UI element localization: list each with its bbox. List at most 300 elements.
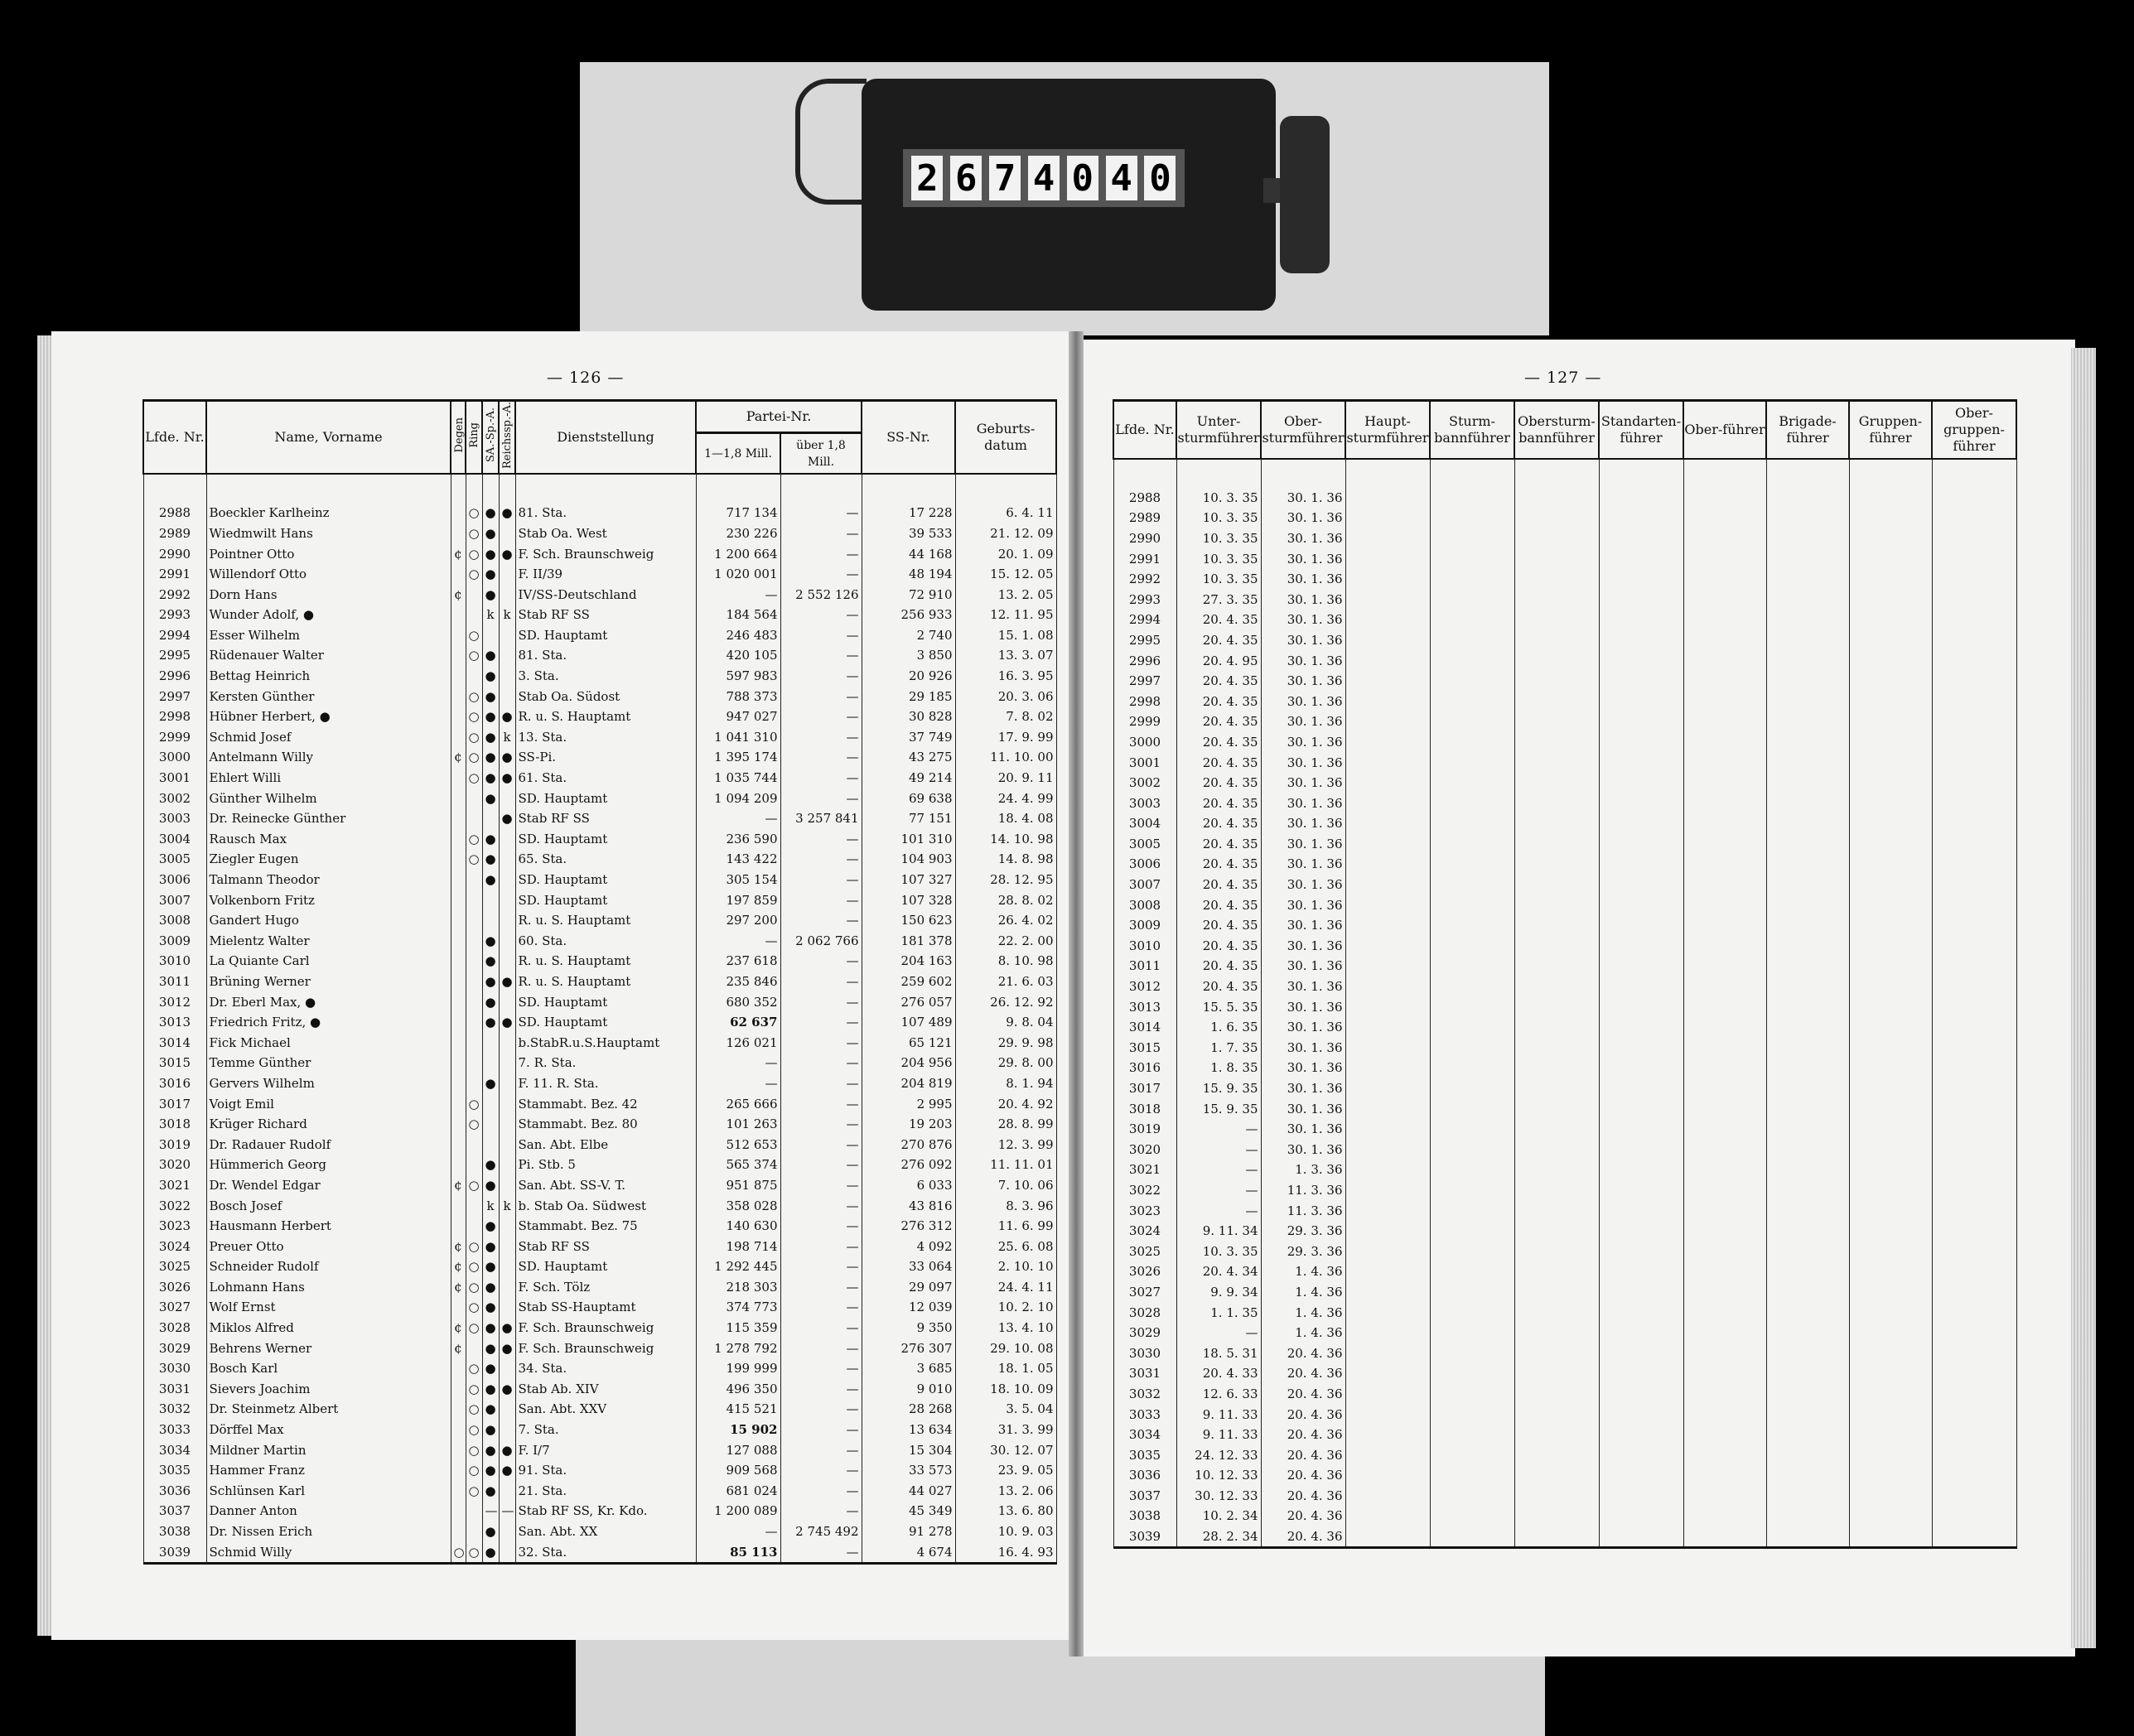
dienststellung-cell: 7. Sta.	[515, 1420, 696, 1440]
table-row	[143, 1318, 1056, 1338]
obersturmfuehrer-date: 30. 1. 36	[1261, 875, 1345, 895]
empty-rank-cell	[1766, 895, 1849, 915]
dienststellung-cell: IV/SS-Deutschland	[515, 584, 696, 605]
ring-mark	[466, 666, 482, 687]
sa-sp-mark	[482, 625, 499, 646]
empty-rank-cell	[1345, 650, 1430, 671]
row-number: 3032	[1113, 1384, 1176, 1405]
untersturmfuehrer-date: 10. 12. 33	[1176, 1465, 1261, 1486]
empty-rank-cell	[1932, 813, 2016, 834]
dienststellung-cell: Stab Oa. West	[515, 523, 696, 544]
obersturmfuehrer-date: 30. 1. 36	[1261, 569, 1345, 590]
geburtsdatum-cell: 29. 10. 08	[955, 1338, 1056, 1358]
empty-rank-cell	[1430, 1058, 1514, 1078]
empty-rank-cell	[1766, 752, 1849, 773]
obersturmfuehrer-date: 20. 4. 36	[1261, 1486, 1345, 1507]
empty-rank-cell	[1683, 548, 1766, 569]
name-cell: Bosch Karl	[206, 1358, 451, 1379]
empty-rank-cell	[1766, 1241, 1849, 1261]
ring-mark: ○	[466, 1277, 482, 1298]
obersturmfuehrer-date: 30. 1. 36	[1261, 813, 1345, 834]
geburtsdatum-cell: 18. 10. 09	[955, 1379, 1056, 1400]
empty-rank-cell	[1766, 630, 1849, 651]
empty-rank-cell	[1766, 875, 1849, 895]
empty-rank-cell	[1683, 976, 1766, 997]
row-number: 3010	[1113, 936, 1176, 957]
partei-nr-a: 1 020 001	[696, 564, 780, 585]
degen-mark: ¢	[451, 1175, 466, 1196]
empty-rank-cell	[1932, 895, 2016, 915]
ring-mark: ○	[466, 1114, 482, 1135]
untersturmfuehrer-date: 10. 3. 35	[1176, 569, 1261, 590]
empty-rank-cell	[1766, 1017, 1849, 1038]
name-cell: Ehlert Willi	[206, 768, 451, 788]
dienststellung-cell: Stammabt. Bez. 75	[515, 1216, 696, 1237]
obersturmfuehrer-date: 30. 1. 36	[1261, 1078, 1345, 1099]
empty-rank-cell	[1849, 1444, 1932, 1465]
table-row	[143, 1399, 1056, 1420]
empty-rank-cell	[1849, 1465, 1932, 1486]
table-row	[143, 686, 1056, 706]
row-number: 3037	[1113, 1486, 1176, 1507]
table-row	[1113, 691, 2016, 711]
reichssp-mark	[499, 1093, 515, 1114]
row-number: 3020	[143, 1155, 206, 1175]
table-row	[1113, 1038, 2016, 1058]
geburtsdatum-cell: 13. 3. 07	[955, 645, 1056, 666]
ss-nr-cell: 77 151	[862, 808, 955, 829]
table-row	[143, 1093, 1056, 1114]
empty-rank-cell	[1849, 1078, 1932, 1099]
empty-rank-cell	[1599, 793, 1683, 813]
row-number: 3006	[143, 870, 206, 890]
empty-rank-cell	[1514, 854, 1599, 875]
ring-mark: ○	[466, 1541, 482, 1563]
empty-rank-cell	[1766, 1261, 1849, 1282]
empty-rank-cell	[1514, 711, 1599, 732]
ring-mark	[466, 1053, 482, 1073]
partei-nr-b: —	[780, 523, 862, 544]
sa-sp-mark	[482, 890, 499, 910]
dienststellung-cell: SD. Hauptamt	[515, 1256, 696, 1277]
empty-rank-cell	[1514, 671, 1599, 692]
row-number: 3027	[1113, 1282, 1176, 1303]
table-row	[1113, 773, 2016, 793]
untersturmfuehrer-date: 9. 11. 34	[1176, 1221, 1261, 1242]
empty-rank-cell	[1514, 1302, 1599, 1323]
name-cell: Hümmerich Georg	[206, 1155, 451, 1175]
dienststellung-cell: Stab RF SS	[515, 1236, 696, 1256]
empty-rank-cell	[1766, 813, 1849, 834]
untersturmfuehrer-date: —	[1176, 1180, 1261, 1201]
empty-rank-cell	[1514, 1444, 1599, 1465]
empty-rank-cell	[1514, 956, 1599, 976]
ring-mark	[466, 1216, 482, 1237]
ring-mark: ○	[466, 1481, 482, 1502]
empty-rank-cell	[1345, 793, 1430, 813]
partei-nr-b: —	[780, 1236, 862, 1256]
empty-rank-cell	[1849, 1180, 1932, 1201]
empty-rank-cell	[1345, 1119, 1430, 1140]
partei-nr-b: —	[780, 849, 862, 870]
row-number: 2988	[1113, 459, 1176, 509]
ss-nr-cell: 276 092	[862, 1155, 955, 1175]
untersturmfuehrer-date: 20. 4. 35	[1176, 793, 1261, 813]
row-number: 3027	[143, 1297, 206, 1318]
geburtsdatum-cell: 12. 3. 99	[955, 1134, 1056, 1155]
sa-sp-mark: ●	[482, 1256, 499, 1277]
sa-sp-mark	[482, 1134, 499, 1155]
empty-rank-cell	[1599, 650, 1683, 671]
empty-rank-cell	[1932, 1160, 2016, 1180]
empty-rank-cell	[1766, 589, 1849, 610]
name-cell: Dr. Steinmetz Albert	[206, 1399, 451, 1420]
empty-rank-cell	[1430, 671, 1514, 692]
name-cell: Willendorf Otto	[206, 564, 451, 585]
dienststellung-cell: F. Sch. Tölz	[515, 1277, 696, 1298]
reichssp-mark: k	[499, 727, 515, 748]
empty-rank-cell	[1683, 1221, 1766, 1242]
partei-nr-a: 297 200	[696, 910, 780, 931]
empty-rank-cell	[1766, 508, 1849, 528]
partei-nr-a: 951 875	[696, 1175, 780, 1196]
degen-mark: ¢	[451, 1277, 466, 1298]
degen-mark	[451, 1032, 466, 1053]
empty-rank-cell	[1766, 1078, 1849, 1099]
empty-rank-cell	[1514, 1241, 1599, 1261]
empty-rank-cell	[1514, 1261, 1599, 1282]
empty-rank-cell	[1849, 1343, 1932, 1363]
partei-nr-b: —	[780, 1439, 862, 1460]
empty-rank-cell	[1683, 508, 1766, 528]
obersturmfuehrer-date: 30. 1. 36	[1261, 895, 1345, 915]
geburtsdatum-cell: 16. 4. 93	[955, 1541, 1056, 1563]
empty-rank-cell	[1430, 1506, 1514, 1526]
name-cell: Lohmann Hans	[206, 1277, 451, 1298]
obersturmfuehrer-date: 30. 1. 36	[1261, 936, 1345, 957]
sa-sp-mark	[482, 1114, 499, 1135]
obersturmfuehrer-date: 20. 4. 36	[1261, 1506, 1345, 1526]
row-number: 3005	[143, 849, 206, 870]
name-cell: Dörffel Max	[206, 1420, 451, 1440]
table-row	[1113, 875, 2016, 895]
ring-mark	[466, 808, 482, 829]
empty-rank-cell	[1599, 1180, 1683, 1201]
empty-rank-cell	[1849, 1425, 1932, 1445]
row-number: 3032	[143, 1399, 206, 1420]
reichssp-mark	[499, 849, 515, 870]
ring-mark	[466, 1073, 482, 1094]
empty-rank-cell	[1345, 752, 1430, 773]
row-number: 3022	[1113, 1180, 1176, 1201]
empty-rank-cell	[1599, 813, 1683, 834]
reichssp-mark: ●	[499, 1338, 515, 1358]
geburtsdatum-cell: 12. 11. 95	[955, 605, 1056, 625]
empty-rank-cell	[1932, 1486, 2016, 1507]
empty-rank-cell	[1345, 1425, 1430, 1445]
name-cell: Wunder Adolf, ●	[206, 605, 451, 625]
degen-mark	[451, 666, 466, 687]
partei-nr-a: 1 094 209	[696, 788, 780, 808]
reichssp-mark	[499, 951, 515, 972]
row-number: 3018	[143, 1114, 206, 1135]
ss-nr-cell: 276 312	[862, 1216, 955, 1237]
sa-sp-mark	[482, 1093, 499, 1114]
reichssp-mark	[499, 1032, 515, 1053]
reichssp-mark	[499, 1114, 515, 1135]
untersturmfuehrer-date: 24. 12. 33	[1176, 1444, 1261, 1465]
empty-rank-cell	[1345, 569, 1430, 590]
empty-rank-cell	[1766, 1119, 1849, 1140]
name-cell: Dr. Reinecke Günther	[206, 808, 451, 829]
untersturmfuehrer-date: 9. 9. 34	[1176, 1282, 1261, 1303]
empty-rank-cell	[1430, 1200, 1514, 1221]
geburtsdatum-cell: 13. 2. 06	[955, 1481, 1056, 1502]
empty-rank-cell	[1932, 1465, 2016, 1486]
empty-rank-cell	[1514, 1384, 1599, 1405]
ss-nr-cell: 49 214	[862, 768, 955, 788]
empty-rank-cell	[1683, 1363, 1766, 1384]
counter-cable	[795, 79, 867, 205]
sa-sp-mark: ●	[482, 1481, 499, 1502]
geburtsdatum-cell: 23. 9. 05	[955, 1460, 1056, 1481]
obersturmfuehrer-date: 30. 1. 36	[1261, 528, 1345, 549]
empty-rank-cell	[1932, 671, 2016, 692]
empty-rank-cell	[1932, 589, 2016, 610]
empty-rank-cell	[1932, 1506, 2016, 1526]
name-cell: Voigt Emil	[206, 1093, 451, 1114]
row-number: 2997	[1113, 671, 1176, 692]
dienststellung-cell: 21. Sta.	[515, 1481, 696, 1502]
partei-nr-b: —	[780, 1134, 862, 1155]
header-name: Name, Vorname	[206, 401, 451, 475]
sa-sp-mark: ●	[482, 543, 499, 564]
empty-rank-cell	[1683, 1486, 1766, 1507]
header-rank-7: Ober-führer	[1683, 401, 1766, 459]
ss-nr-cell: 20 926	[862, 666, 955, 687]
empty-rank-cell	[1766, 1526, 1849, 1548]
empty-rank-cell	[1766, 1038, 1849, 1058]
empty-rank-cell	[1683, 610, 1766, 630]
obersturmfuehrer-date: 20. 4. 36	[1261, 1343, 1345, 1363]
row-number: 3019	[1113, 1119, 1176, 1140]
table-row	[1113, 956, 2016, 976]
partei-nr-a: 374 773	[696, 1297, 780, 1318]
empty-rank-cell	[1430, 732, 1514, 753]
reichssp-mark: ●	[499, 474, 515, 523]
obersturmfuehrer-date: 1. 4. 36	[1261, 1323, 1345, 1343]
empty-rank-cell	[1599, 569, 1683, 590]
empty-rank-cell	[1932, 1180, 2016, 1201]
empty-rank-cell	[1345, 1282, 1430, 1303]
ss-nr-cell: 2 995	[862, 1093, 955, 1114]
table-row	[1113, 569, 2016, 590]
empty-rank-cell	[1599, 1444, 1683, 1465]
empty-rank-cell	[1514, 1363, 1599, 1384]
dienststellung-cell: San. Abt. SS-V. T.	[515, 1175, 696, 1196]
row-number: 3023	[143, 1216, 206, 1237]
row-number: 3018	[1113, 1098, 1176, 1119]
empty-rank-cell	[1599, 936, 1683, 957]
untersturmfuehrer-date: 12. 6. 33	[1176, 1384, 1261, 1405]
empty-rank-cell	[1345, 711, 1430, 732]
table-row	[1113, 1425, 2016, 1445]
empty-rank-cell	[1345, 1241, 1430, 1261]
reichssp-mark	[499, 829, 515, 850]
sa-sp-mark: ●	[482, 1073, 499, 1094]
empty-rank-cell	[1932, 1017, 2016, 1038]
empty-rank-cell	[1849, 773, 1932, 793]
name-cell: Preuer Otto	[206, 1236, 451, 1256]
ss-nr-cell: 6 033	[862, 1175, 955, 1196]
ss-nr-cell: 107 328	[862, 890, 955, 910]
name-cell: Wolf Ernst	[206, 1297, 451, 1318]
ss-nr-cell: 12 039	[862, 1297, 955, 1318]
geburtsdatum-cell: 28. 8. 99	[955, 1114, 1056, 1135]
ring-mark: ○	[466, 747, 482, 768]
empty-rank-cell	[1430, 773, 1514, 793]
dienststellung-cell: Stab RF SS	[515, 605, 696, 625]
empty-rank-cell	[1849, 1384, 1932, 1405]
empty-rank-cell	[1683, 1180, 1766, 1201]
name-cell: La Quiante Carl	[206, 951, 451, 972]
row-number: 2992	[143, 584, 206, 605]
empty-rank-cell	[1599, 1261, 1683, 1282]
reichssp-mark	[499, 930, 515, 951]
empty-rank-cell	[1932, 548, 2016, 569]
partei-nr-a: 358 028	[696, 1195, 780, 1216]
table-row	[143, 972, 1056, 992]
empty-rank-cell	[1932, 630, 2016, 651]
empty-rank-cell	[1766, 1098, 1849, 1119]
degen-mark	[451, 788, 466, 808]
ss-nr-cell: 4 092	[862, 1236, 955, 1256]
dienststellung-cell: F. II/39	[515, 564, 696, 585]
untersturmfuehrer-date: 10. 3. 35	[1176, 459, 1261, 509]
row-number: 3002	[1113, 773, 1176, 793]
ring-mark: ○	[466, 1460, 482, 1481]
ring-mark	[466, 1134, 482, 1155]
row-number: 3007	[1113, 875, 1176, 895]
reichssp-mark	[499, 1420, 515, 1440]
row-number: 3024	[143, 1236, 206, 1256]
sa-sp-mark	[482, 1032, 499, 1053]
empty-rank-cell	[1683, 1526, 1766, 1548]
table-row	[143, 1439, 1056, 1460]
geburtsdatum-cell: 13. 6. 80	[955, 1501, 1056, 1521]
partei-nr-b: 2 062 766	[780, 930, 862, 951]
empty-rank-cell	[1345, 1140, 1430, 1160]
page-number-left: — 126 —	[547, 369, 625, 387]
partei-nr-b: —	[780, 686, 862, 706]
partei-nr-b: —	[780, 1012, 862, 1033]
obersturmfuehrer-date: 30. 1. 36	[1261, 976, 1345, 997]
empty-rank-cell	[1514, 936, 1599, 957]
table-row	[143, 1216, 1056, 1237]
name-cell: Miklos Alfred	[206, 1318, 451, 1338]
ring-mark: ○	[466, 543, 482, 564]
degen-mark	[451, 849, 466, 870]
partei-nr-a: —	[696, 1073, 780, 1094]
header-rank-9: Gruppen-führer	[1849, 401, 1932, 459]
row-number: 3038	[1113, 1506, 1176, 1526]
table-row	[1113, 936, 2016, 957]
counter-digit: 0	[1067, 156, 1098, 200]
ring-mark: ○	[466, 849, 482, 870]
dienststellung-cell: 81. Sta.	[515, 474, 696, 523]
degen-mark	[451, 1460, 466, 1481]
degen-mark	[451, 706, 466, 727]
table-row	[1113, 610, 2016, 630]
untersturmfuehrer-date: 10. 3. 35	[1176, 528, 1261, 549]
row-number: 3030	[1113, 1343, 1176, 1363]
degen-mark	[451, 1053, 466, 1073]
table-row	[1113, 1506, 2016, 1526]
dienststellung-cell: SD. Hauptamt	[515, 829, 696, 850]
empty-rank-cell	[1345, 996, 1430, 1017]
ss-nr-cell: 37 749	[862, 727, 955, 748]
geburtsdatum-cell: 30. 12. 07	[955, 1439, 1056, 1460]
ss-nr-cell: 29 097	[862, 1277, 955, 1298]
empty-rank-cell	[1766, 691, 1849, 711]
empty-rank-cell	[1932, 1384, 2016, 1405]
untersturmfuehrer-date: 1. 8. 35	[1176, 1058, 1261, 1078]
empty-rank-cell	[1345, 528, 1430, 549]
degen-mark: ¢	[451, 1236, 466, 1256]
empty-rank-cell	[1514, 996, 1599, 1017]
empty-rank-cell	[1430, 1282, 1514, 1303]
empty-rank-cell	[1766, 1506, 1849, 1526]
table-row	[143, 1256, 1056, 1277]
empty-rank-cell	[1766, 1425, 1849, 1445]
partei-nr-b: —	[780, 1216, 862, 1237]
partei-nr-b: —	[780, 1460, 862, 1481]
partei-nr-b: —	[780, 1338, 862, 1358]
obersturmfuehrer-date: 30. 1. 36	[1261, 711, 1345, 732]
geburtsdatum-cell: 20. 4. 92	[955, 1093, 1056, 1114]
empty-rank-cell	[1430, 1526, 1514, 1548]
dienststellung-cell: SD. Hauptamt	[515, 991, 696, 1012]
obersturmfuehrer-date: 30. 1. 36	[1261, 548, 1345, 569]
name-cell: Pointner Otto	[206, 543, 451, 564]
empty-rank-cell	[1849, 1282, 1932, 1303]
sa-sp-mark: ●	[482, 1155, 499, 1175]
row-number: 3006	[1113, 854, 1176, 875]
untersturmfuehrer-date: 20. 4. 35	[1176, 915, 1261, 936]
sa-sp-mark: ●	[482, 645, 499, 666]
row-number: 3022	[143, 1195, 206, 1216]
sa-sp-mark: ●	[482, 1012, 499, 1033]
row-number: 2988	[143, 474, 206, 523]
obersturmfuehrer-date: 30. 1. 36	[1261, 650, 1345, 671]
name-cell: Günther Wilhelm	[206, 788, 451, 808]
degen-mark	[451, 890, 466, 910]
sa-sp-mark: ●	[482, 706, 499, 727]
geburtsdatum-cell: 13. 2. 05	[955, 584, 1056, 605]
untersturmfuehrer-date: 18. 5. 31	[1176, 1343, 1261, 1363]
empty-rank-cell	[1599, 834, 1683, 855]
empty-rank-cell	[1345, 1384, 1430, 1405]
empty-rank-cell	[1849, 1140, 1932, 1160]
dienststellung-cell: b. Stab Oa. Südwest	[515, 1195, 696, 1216]
empty-rank-cell	[1345, 1343, 1430, 1363]
empty-rank-cell	[1932, 1425, 2016, 1445]
empty-rank-cell	[1599, 956, 1683, 976]
untersturmfuehrer-date: 15. 5. 35	[1176, 996, 1261, 1017]
degen-mark	[451, 910, 466, 931]
geburtsdatum-cell: 20. 3. 06	[955, 686, 1056, 706]
dienststellung-cell: R. u. S. Hauptamt	[515, 972, 696, 992]
